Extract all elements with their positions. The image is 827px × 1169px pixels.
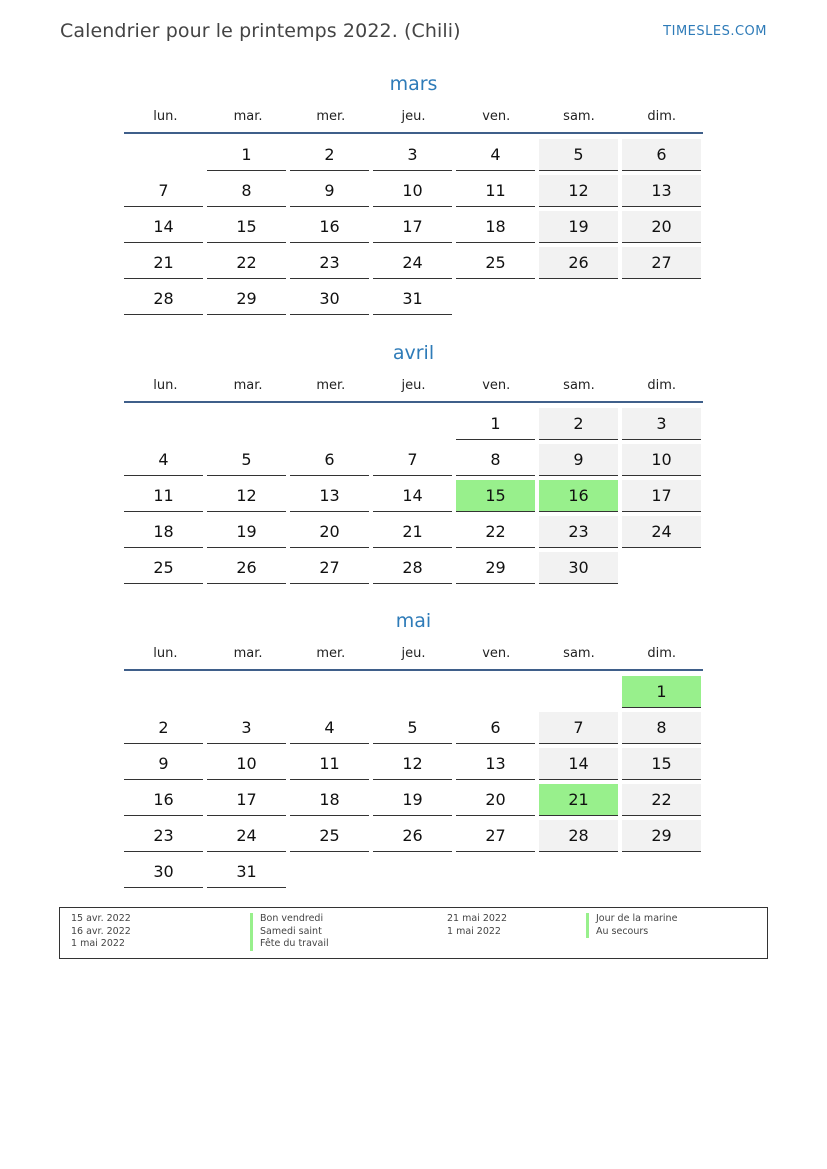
day-cell: 11 bbox=[290, 748, 369, 780]
month-mai bbox=[124, 607, 703, 892]
day-cell: 14 bbox=[539, 748, 618, 780]
day-cell: 31 bbox=[207, 856, 286, 888]
day-cell: 3 bbox=[207, 712, 286, 744]
day-cell: 28 bbox=[373, 552, 452, 584]
weekday-label: jeu. bbox=[401, 377, 426, 393]
day-cell: 12 bbox=[207, 480, 286, 512]
empty-cell bbox=[622, 283, 701, 314]
day-cell: 8 bbox=[622, 712, 701, 744]
day-cell: 5 bbox=[207, 444, 286, 476]
day-cell: 16 bbox=[290, 211, 369, 243]
legend-holiday-name: Jour de la marine bbox=[586, 913, 677, 926]
day-cell: 18 bbox=[290, 784, 369, 816]
weekday-label: jeu. bbox=[401, 645, 426, 661]
empty-cell bbox=[622, 552, 701, 583]
empty-cell bbox=[290, 676, 369, 707]
weekday-label: dim. bbox=[647, 108, 676, 124]
brand-logo[interactable]: TIMESLES.COM bbox=[663, 24, 767, 39]
day-cell: 20 bbox=[290, 516, 369, 548]
day-cell: 9 bbox=[539, 444, 618, 476]
empty-cell bbox=[207, 408, 286, 439]
day-cell: 7 bbox=[539, 712, 618, 744]
legend-date: 1 mai 2022 bbox=[71, 938, 125, 949]
weekday-label: mar. bbox=[233, 645, 263, 661]
week-row bbox=[124, 820, 703, 856]
empty-cell bbox=[539, 856, 618, 887]
day-cell: 7 bbox=[124, 175, 203, 207]
day-cell: 29 bbox=[207, 283, 286, 315]
day-cell: 26 bbox=[539, 247, 618, 279]
week-row bbox=[124, 175, 703, 211]
day-cell: 10 bbox=[622, 444, 701, 476]
empty-cell bbox=[290, 408, 369, 439]
legend-left-dates bbox=[71, 913, 131, 951]
day-cell: 4 bbox=[124, 444, 203, 476]
empty-cell bbox=[124, 408, 203, 439]
day-cell: 24 bbox=[207, 820, 286, 852]
day-cell: 20 bbox=[622, 211, 701, 243]
day-cell: 13 bbox=[290, 480, 369, 512]
day-cell: 7 bbox=[373, 444, 452, 476]
week-row bbox=[124, 712, 703, 748]
week-row bbox=[124, 748, 703, 784]
week-row bbox=[124, 444, 703, 480]
day-cell: 5 bbox=[373, 712, 452, 744]
weekday-label: lun. bbox=[153, 377, 178, 393]
weekday-header bbox=[124, 369, 703, 401]
day-cell: 16 bbox=[124, 784, 203, 816]
page-title: Calendrier pour le printemps 2022. (Chili) bbox=[60, 20, 461, 42]
weekday-label: ven. bbox=[482, 108, 511, 124]
day-cell: 1 bbox=[622, 676, 701, 708]
week-row bbox=[124, 283, 703, 319]
week-row bbox=[124, 516, 703, 552]
legend-date: 15 avr. 2022 bbox=[71, 913, 131, 924]
day-cell: 11 bbox=[456, 175, 535, 207]
day-cell: 15 bbox=[622, 748, 701, 780]
header-divider bbox=[124, 401, 703, 403]
day-cell: 13 bbox=[622, 175, 701, 207]
day-cell: 11 bbox=[124, 480, 203, 512]
day-cell: 3 bbox=[622, 408, 701, 440]
day-cell: 9 bbox=[290, 175, 369, 207]
week-row bbox=[124, 408, 703, 444]
empty-cell bbox=[373, 408, 452, 439]
day-cell: 1 bbox=[456, 408, 535, 440]
day-cell: 21 bbox=[539, 784, 618, 816]
empty-cell bbox=[456, 856, 535, 887]
day-cell: 6 bbox=[290, 444, 369, 476]
day-cell: 12 bbox=[539, 175, 618, 207]
day-cell: 14 bbox=[124, 211, 203, 243]
header-divider bbox=[124, 132, 703, 134]
month-avril bbox=[124, 339, 703, 588]
day-cell: 29 bbox=[456, 552, 535, 584]
day-cell: 22 bbox=[456, 516, 535, 548]
day-cell: 21 bbox=[124, 247, 203, 279]
week-row bbox=[124, 856, 703, 892]
empty-cell bbox=[290, 856, 369, 887]
week-row bbox=[124, 784, 703, 820]
day-cell: 6 bbox=[456, 712, 535, 744]
weekday-label: lun. bbox=[153, 108, 178, 124]
weekday-label: mer. bbox=[316, 377, 346, 393]
day-cell: 27 bbox=[290, 552, 369, 584]
day-cell: 25 bbox=[456, 247, 535, 279]
legend-holiday-name: Au secours bbox=[586, 926, 677, 939]
legend-holiday-name: Samedi saint bbox=[250, 926, 329, 939]
empty-cell bbox=[373, 856, 452, 887]
day-cell: 24 bbox=[622, 516, 701, 548]
empty-cell bbox=[456, 283, 535, 314]
day-cell: 13 bbox=[456, 748, 535, 780]
weekday-header bbox=[124, 637, 703, 669]
day-cell: 20 bbox=[456, 784, 535, 816]
day-cell: 26 bbox=[373, 820, 452, 852]
day-cell: 6 bbox=[622, 139, 701, 171]
weekday-label: mer. bbox=[316, 108, 346, 124]
legend-holiday-name: Fête du travail bbox=[250, 938, 329, 951]
day-cell: 28 bbox=[539, 820, 618, 852]
month-title: avril bbox=[392, 342, 435, 364]
day-cell: 19 bbox=[373, 784, 452, 816]
weekday-label: dim. bbox=[647, 377, 676, 393]
empty-cell bbox=[207, 676, 286, 707]
empty-cell bbox=[124, 139, 203, 170]
day-cell: 27 bbox=[622, 247, 701, 279]
day-cell: 17 bbox=[373, 211, 452, 243]
day-cell: 16 bbox=[539, 480, 618, 512]
month-mars bbox=[124, 70, 703, 319]
day-cell: 17 bbox=[622, 480, 701, 512]
day-cell: 27 bbox=[456, 820, 535, 852]
day-cell: 17 bbox=[207, 784, 286, 816]
weekday-label: sam. bbox=[563, 645, 595, 661]
legend-date: 1 mai 2022 bbox=[447, 925, 501, 937]
legend-holiday-name: Bon vendredi bbox=[250, 913, 329, 926]
month-title: mars bbox=[389, 73, 438, 95]
weekday-label: mar. bbox=[233, 377, 263, 393]
day-cell: 4 bbox=[290, 712, 369, 744]
weekday-label: ven. bbox=[482, 377, 511, 393]
week-row bbox=[124, 676, 703, 712]
day-cell: 24 bbox=[373, 247, 452, 279]
day-cell: 12 bbox=[373, 748, 452, 780]
empty-cell bbox=[373, 676, 452, 707]
day-cell: 18 bbox=[124, 516, 203, 548]
weekday-label: sam. bbox=[563, 377, 595, 393]
day-cell: 15 bbox=[207, 211, 286, 243]
day-cell: 23 bbox=[290, 247, 369, 279]
holiday-legend bbox=[59, 907, 768, 959]
week-row bbox=[124, 247, 703, 283]
day-cell: 21 bbox=[373, 516, 452, 548]
weekday-label: ven. bbox=[482, 645, 511, 661]
day-cell: 5 bbox=[539, 139, 618, 171]
week-row bbox=[124, 211, 703, 247]
day-cell: 28 bbox=[124, 283, 203, 315]
day-cell: 8 bbox=[207, 175, 286, 207]
legend-left-names bbox=[250, 913, 329, 951]
week-row bbox=[124, 139, 703, 175]
day-cell: 26 bbox=[207, 552, 286, 584]
day-cell: 15 bbox=[456, 480, 535, 512]
day-cell: 18 bbox=[456, 211, 535, 243]
weekday-header bbox=[124, 100, 703, 132]
day-cell: 4 bbox=[456, 139, 535, 171]
day-cell: 19 bbox=[207, 516, 286, 548]
empty-cell bbox=[124, 676, 203, 707]
day-cell: 22 bbox=[207, 247, 286, 279]
legend-date: 21 mai 2022 bbox=[447, 913, 508, 924]
legend-right-dates bbox=[447, 913, 507, 938]
legend-date: 16 avr. 2022 bbox=[71, 925, 131, 937]
weekday-label: mar. bbox=[233, 108, 263, 124]
day-cell: 30 bbox=[124, 856, 203, 888]
week-row bbox=[124, 480, 703, 516]
empty-cell bbox=[456, 676, 535, 707]
day-cell: 25 bbox=[124, 552, 203, 584]
day-cell: 25 bbox=[290, 820, 369, 852]
day-cell: 9 bbox=[124, 748, 203, 780]
week-row bbox=[124, 552, 703, 588]
day-cell: 30 bbox=[539, 552, 618, 584]
day-cell: 31 bbox=[373, 283, 452, 315]
day-cell: 29 bbox=[622, 820, 701, 852]
day-cell: 3 bbox=[373, 139, 452, 171]
day-cell: 10 bbox=[207, 748, 286, 780]
day-cell: 8 bbox=[456, 444, 535, 476]
weekday-label: jeu. bbox=[401, 108, 426, 124]
day-cell: 23 bbox=[539, 516, 618, 548]
day-cell: 30 bbox=[290, 283, 369, 315]
day-cell: 10 bbox=[373, 175, 452, 207]
month-title: mai bbox=[395, 610, 432, 632]
empty-cell bbox=[539, 283, 618, 314]
day-cell: 14 bbox=[373, 480, 452, 512]
day-cell: 2 bbox=[290, 139, 369, 171]
weekday-label: sam. bbox=[563, 108, 595, 124]
day-cell: 1 bbox=[207, 139, 286, 171]
empty-cell bbox=[539, 676, 618, 707]
legend-right-names bbox=[586, 913, 677, 938]
day-cell: 22 bbox=[622, 784, 701, 816]
header-divider bbox=[124, 669, 703, 671]
day-cell: 2 bbox=[124, 712, 203, 744]
weekday-label: lun. bbox=[153, 645, 178, 661]
weekday-label: dim. bbox=[647, 645, 676, 661]
weekday-label: mer. bbox=[316, 645, 346, 661]
day-cell: 19 bbox=[539, 211, 618, 243]
day-cell: 2 bbox=[539, 408, 618, 440]
empty-cell bbox=[622, 856, 701, 887]
day-cell: 23 bbox=[124, 820, 203, 852]
